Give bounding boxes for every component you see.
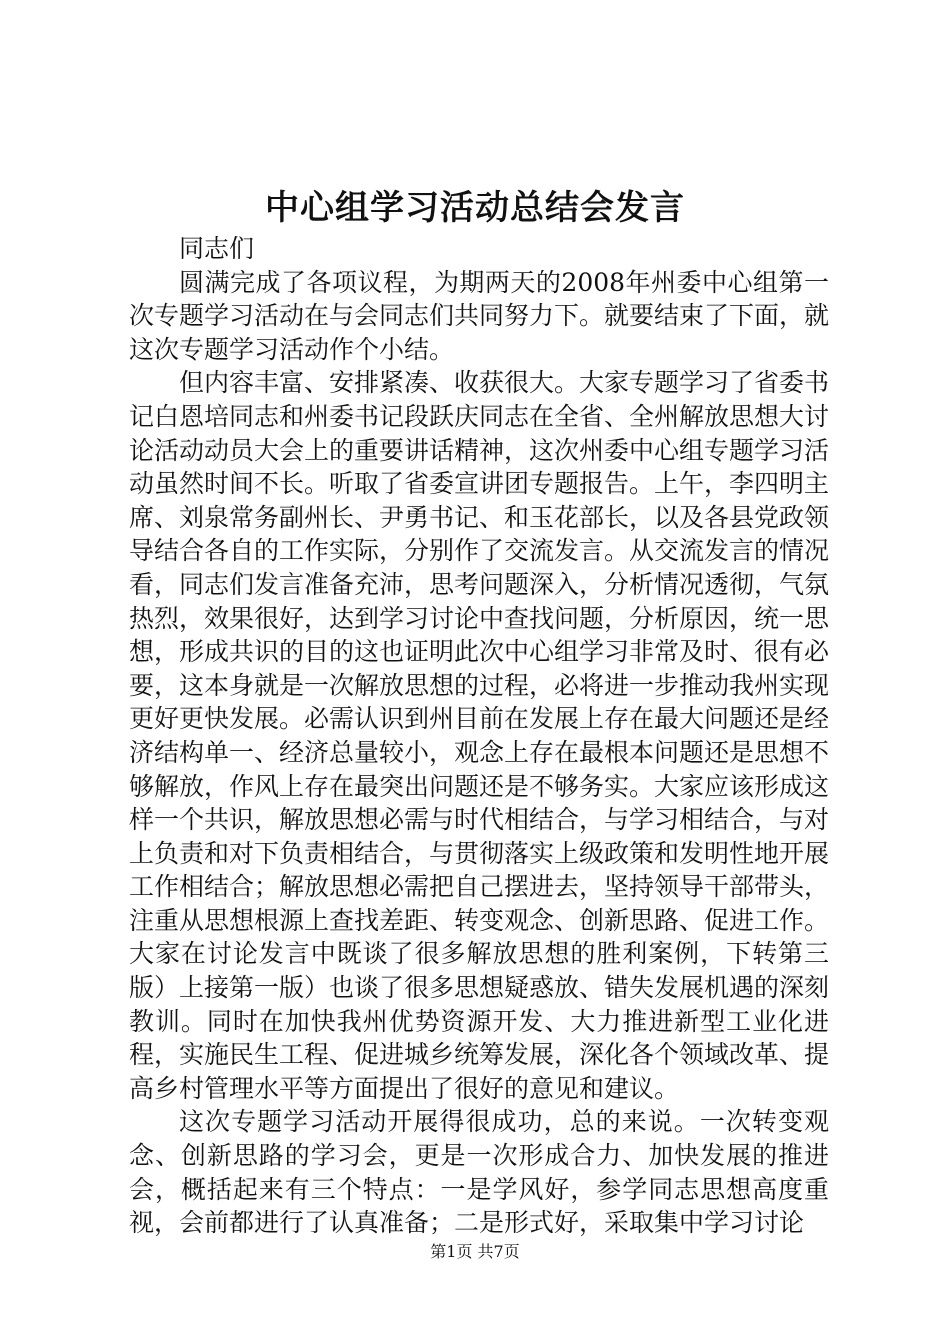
paragraph-3: 这次专题学习活动开展得很成功，总的来说。一次转变观念、创新思路的学习会，更是一次形成合力、加快发展的推进会，概括起来有三个特点：一是学风好，参学同志思想高度重视，会前都进行了认真准备；二是形式好，采取集中学习讨论: [129, 1107, 829, 1238]
paragraph-2: 但内容丰富、安排紧凑、收获很大。大家专题学习了省委书记白恩培同志和州委书记段跃庆同志在全省、全州解放思想大讨论活动动员大会上的重要讲话精神，这次州委中心组专题学习活动虽然时间不长。听取了省委宣讲团专题报告。上午，李四明主席、刘泉常务副州长、尹勇书记、和玉花部长，以及各县党政领导结合各自的工作实际，分别作了交流发言。从交流发言的情况看，同志们发言准备充沛，思考问题深入，分析情况透彻，气氛热烈，效果很好，达到学习讨论中查找问题，分析原因，统一思想，形成共识的目的这也证明此次中心组学习非常及时、很有必要，这本身就是一次解放思想的过程，必将进一步推动我州实现更好更快发展。必需认识到州目前在发展上存在最大问题还是经济结构单一、经济总量较小，观念上存在最根本问题还是思想不够解放，作风上存在最突出问题还是不够务实。大家应该形成这样一个共识，解放思想必需与时代相结合，与学习相结合，与对上负责和对下负责相结合，与贯彻落实上级政策和发明性地开展工作相结合；解放思想必需把自己摆进去，坚持领导干部带头，注重从思想根源上查找差距、转变观念、创新思路、促进工作。大家在讨论发言中既谈了很多解放思想的胜利案例，下转第三版）上接第一版）也谈了很多思想疑惑放、错失发展机遇的深刻教训。同时在加快我州优势资源开发、大力推进新型工业化进程，实施民生工程、促进城乡统筹发展，深化各个领域改革、提高乡村管理水平等方面提出了很好的意见和建议。: [129, 368, 830, 1103]
document-body: [129, 232, 829, 1240]
paragraph-1: 圆满完成了各项议程，为期两天的2008年州委中心组第一次专题学习活动在与会同志们共同努力下。就要结束了下面，就这次专题学习活动作个小结。: [129, 267, 830, 364]
page-number-footer: 第1页 共7页: [430, 1242, 520, 1261]
document-title: 中心组学习活动总结会发言: [265, 188, 685, 228]
salutation: 同志们: [179, 234, 255, 263]
